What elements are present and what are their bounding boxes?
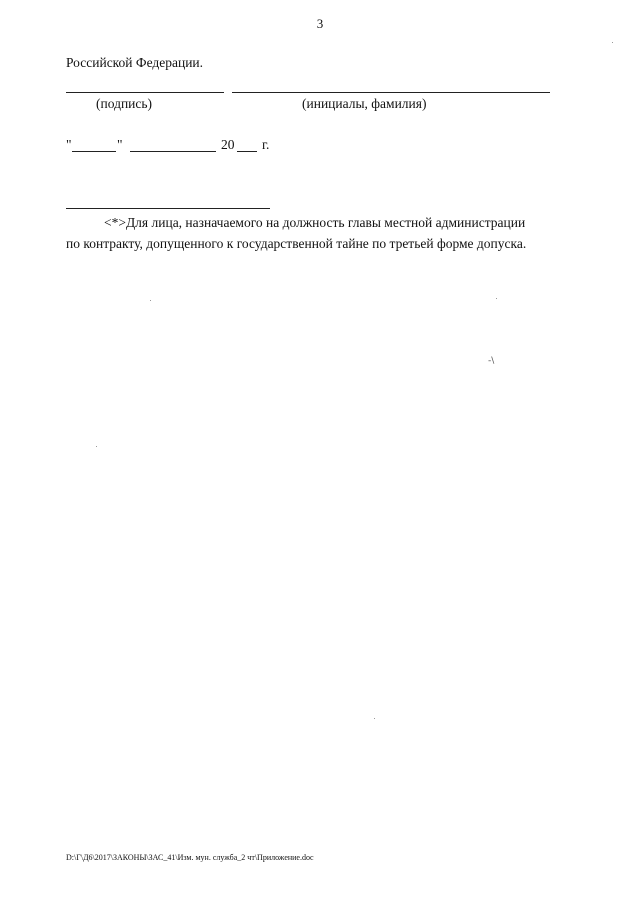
date-close-quote: " — [117, 137, 123, 152]
file-path: D:\Г\Д6\2017\ЗАКОНЫ\ЗАС_41\Изм. мун. служба_2 чт\Приложение.doc — [66, 853, 314, 862]
signature-line — [66, 92, 224, 93]
name-label: (инициалы, фамилия) — [302, 96, 427, 111]
scan-mark: -\ — [488, 356, 495, 366]
scan-speck — [150, 300, 151, 301]
date-year-prefix: 20 — [221, 137, 235, 152]
heading-fragment: Российской Федерации. — [66, 55, 204, 70]
scan-speck — [496, 298, 497, 299]
date-year-suffix: г. — [262, 137, 270, 152]
date-month-blank — [130, 151, 216, 152]
date-open-quote: " — [66, 137, 72, 152]
date-day-blank — [72, 151, 116, 152]
footnote-line-2: по контракту, допущенного к государственной тайне по третьей форме допуска. — [66, 236, 527, 251]
footnote-line-1: <*>Для лица, назначаемого на должность главы местной администрации — [104, 215, 526, 230]
page-number: 3 — [316, 16, 324, 31]
name-line — [232, 92, 550, 93]
scan-speck — [612, 42, 613, 43]
footnote-separator — [66, 208, 270, 209]
scan-speck — [374, 718, 375, 719]
scan-speck — [96, 446, 97, 447]
footnote — [66, 212, 588, 254]
date-year-blank — [237, 151, 257, 152]
signature-label: (подпись) — [96, 96, 153, 111]
